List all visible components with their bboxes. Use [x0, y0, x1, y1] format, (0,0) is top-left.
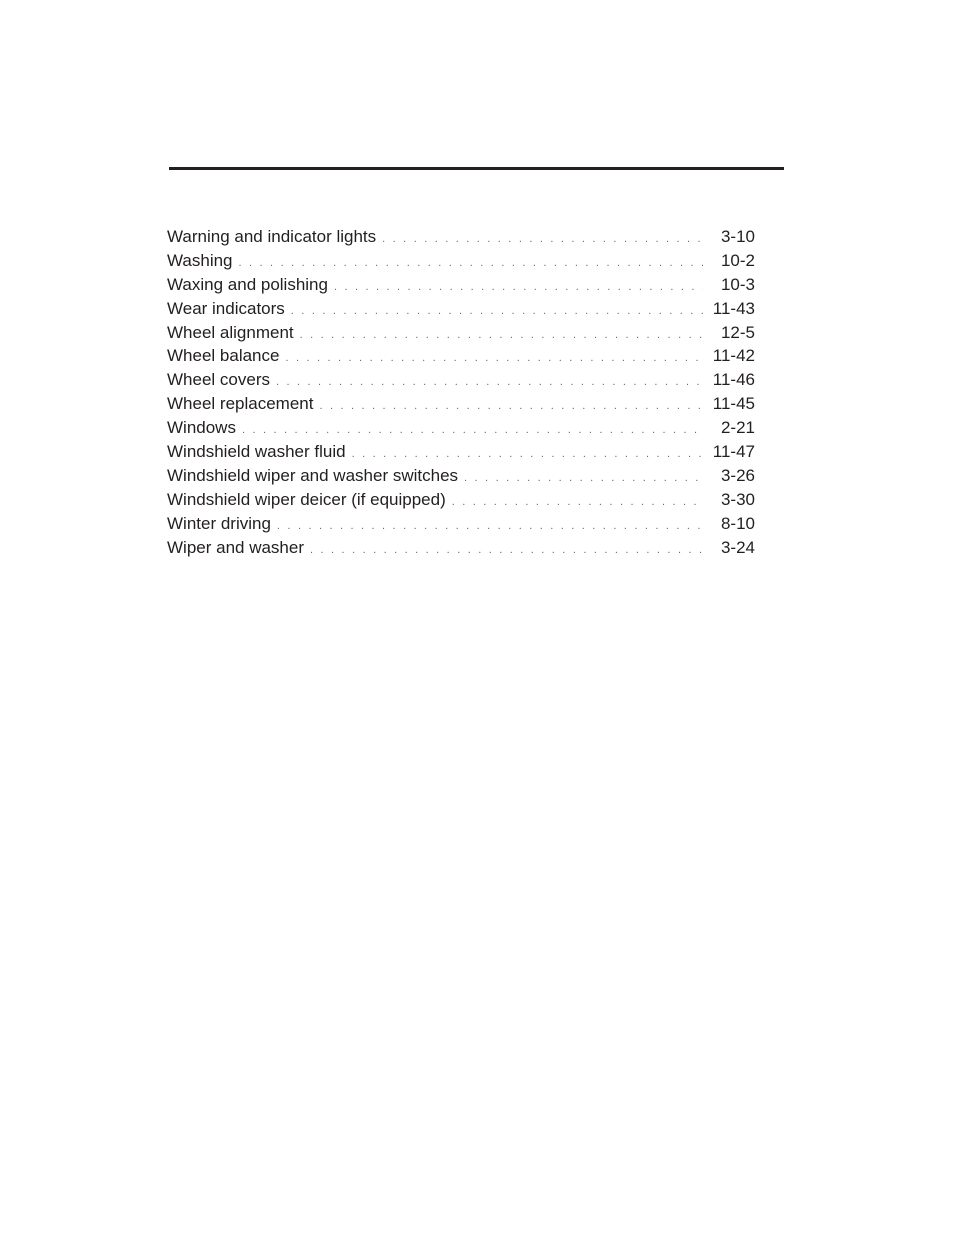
index-entry [167, 464, 755, 488]
index-entry [167, 321, 755, 345]
index-entry [167, 368, 755, 392]
index-entry-page: 12-5 [720, 322, 755, 342]
index-entry-term: Windshield wiper and washer switches [167, 465, 459, 485]
index-entry-term: Windshield washer fluid [167, 442, 346, 462]
dot-leader [319, 395, 703, 419]
header-rule [169, 167, 784, 170]
index-entry-page: 10-3 [720, 274, 755, 294]
dot-leader [285, 347, 703, 371]
index-entry-page: 11-47 [712, 442, 755, 462]
index-list [167, 225, 755, 559]
index-entry-term: Windshield wiper deicer (if equipped) [167, 489, 446, 509]
index-entry-page: 3-10 [720, 227, 755, 246]
index-entry-page: 8-10 [720, 513, 755, 533]
index-entry-term: Wheel replacement [167, 394, 314, 414]
index-entry-page: 11-45 [712, 394, 755, 414]
index-entry-page: 11-46 [712, 370, 755, 390]
index-entry [167, 440, 755, 464]
dot-leader [291, 300, 703, 324]
index-entry-term: Wheel alignment [167, 322, 294, 342]
index-entry-page: 11-43 [712, 298, 755, 318]
index-entry-term: Windows [167, 418, 236, 438]
index-entry-term: Warning and indicator lights [167, 227, 377, 246]
index-entry [167, 249, 755, 273]
index-entry [167, 416, 755, 440]
index-entry-term: Waxing and polishing [167, 274, 328, 294]
index-entry-term: Wheel balance [167, 346, 280, 366]
dot-leader [277, 515, 703, 539]
dot-leader [276, 371, 703, 395]
index-entry [167, 344, 755, 368]
index-entry-page: 3-30 [720, 489, 755, 509]
index-entry [167, 512, 755, 536]
index-entry-page: 11-42 [712, 346, 755, 366]
index-entry [167, 273, 755, 297]
index-entry-term: Washing [167, 250, 233, 270]
dot-leader [334, 276, 703, 300]
index-entry-term: Wiper and washer [167, 537, 305, 557]
dot-leader [239, 252, 703, 276]
index-entry [167, 297, 755, 321]
index-entry-page: 3-24 [720, 537, 755, 557]
index-entry-page: 10-2 [720, 250, 755, 270]
dot-leader [452, 491, 703, 515]
index-entry [167, 488, 755, 512]
index-entry-term: Wheel covers [167, 370, 270, 390]
index-entry-page: 2-21 [720, 418, 755, 438]
index-entry-term: Wear indicators [167, 298, 285, 318]
index-entry [167, 392, 755, 416]
index-entry-page: 3-26 [720, 465, 755, 485]
dot-leader [464, 467, 703, 491]
dot-leader [310, 539, 703, 563]
dot-leader [382, 228, 703, 252]
dot-leader [300, 324, 703, 348]
index-entry [167, 225, 755, 249]
index-entry [167, 536, 755, 560]
dot-leader [352, 443, 703, 467]
index-entry-term: Winter driving [167, 513, 271, 533]
dot-leader [242, 419, 703, 443]
